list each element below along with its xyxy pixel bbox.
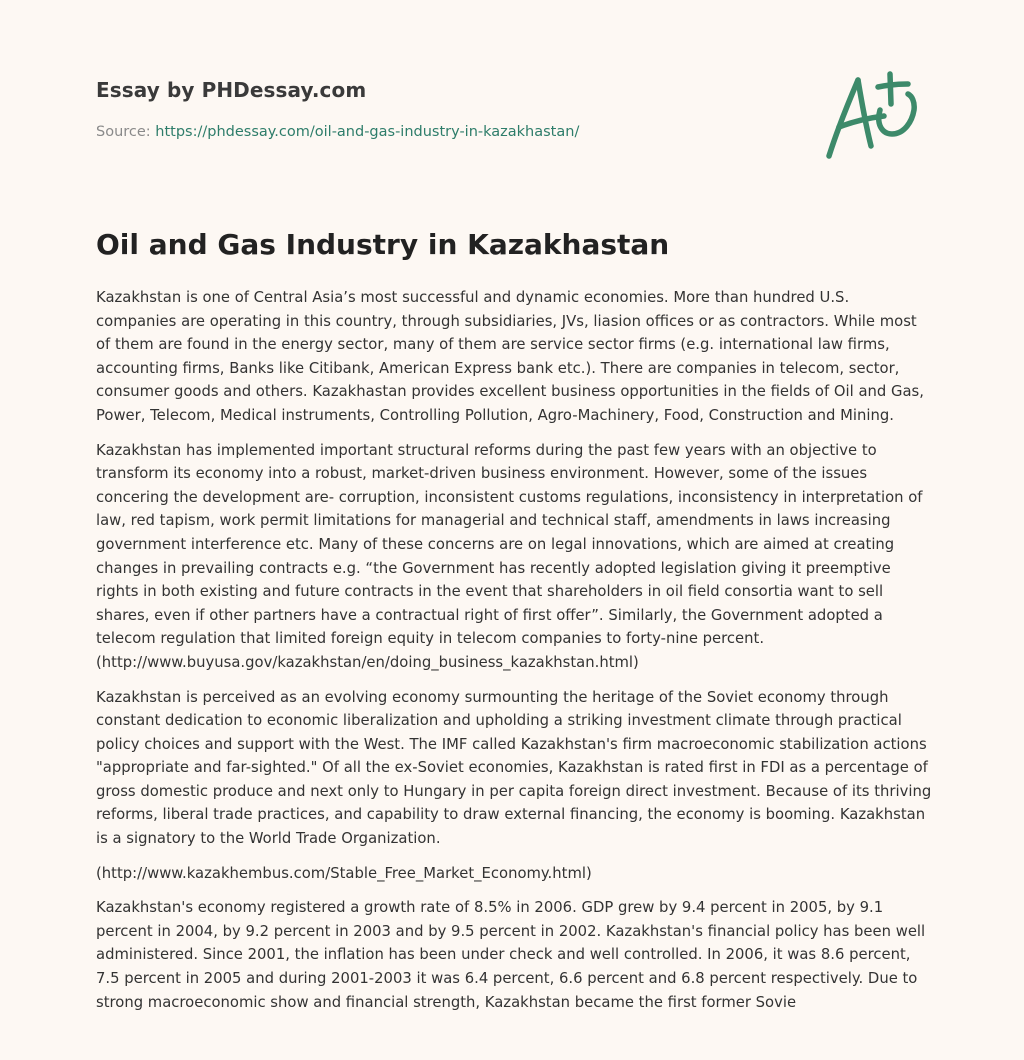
essay-title: Oil and Gas Industry in Kazakhastan	[96, 228, 670, 261]
essay-paragraph: Kazakhstan is one of Central Asia’s most successful and dynamic economies. More than hundred U.S. companies are operating in this country, through subsidiaries, JVs, liasion offices or as contractors. While most of them are found in the energy sector, many of them are service sector firms (e.g. international law firms, accounting firms, Banks like Citibank, American Express bank etc.). There are companies in telecom, sector, consumer goods and others. Kazakhastan provides excellent business opportunities in the fields of Oil and Gas, Power, Telecom, Medical instruments, Controlling Pollution, Agro-Machinery, Food, Construction and Mining.	[96, 289, 924, 424]
essay-body	[96, 286, 932, 1025]
essay-paragraph: Kazakhstan's economy registered a growth rate of 8.5% in 2006. GDP grew by 9.4 percent in 2005, by 9.1 percent in 2004, by 9.2 percent in 2003 and by 9.5 percent in 2002. Kazakhstan's financial policy has been well administered. Since 2001, the inflation has been under check and well controlled. In 2006, it was 8.6 percent, 7.5 percent in 2005 and during 2001-2003 it was 6.4 percent, 6.6 percent and 6.8 percent respectively. Due to strong macroeconomic show and financial strength, Kazakhstan became the first former Sovie	[96, 899, 926, 1011]
a-plus-grade-icon	[822, 68, 926, 164]
source-link[interactable]: https://phdessay.com/oil-and-gas-industry-in-kazakhastan/	[155, 124, 580, 140]
source-label: Source:	[96, 124, 151, 140]
essay-paragraph: Kazakhstan has implemented important structural reforms during the past few years with an objective to transform its economy into a robust, market-driven business environment. However, some of the issues concering the development are- corruption, inconsistent customs regulations, inconsistency in interpretation of law, red tapism, work permit limitations for managerial and technical staff, amendments in laws increasing government interference etc. Many of these concerns are on legal innovations, which are aimed at creating changes in prevailing contracts e.g. “the Government has recently adopted legislation giving it preemptive rights in both existing and future contracts in the event that shareholders in oil field consortia want to sell shares, even if other partners have a contractual right of first offer”. Similarly, the Government adopted a telecom regulation that limited foreign equity in telecom companies to forty-nine percent. (http://www.buyusa.gov/kazakhstan/en/doing_business_kazakhstan.html)	[96, 441, 923, 671]
essay-paragraph: Kazakhstan is perceived as an evolving economy surmounting the heritage of the Soviet economy through constant dedication to economic liberalization and upholding a striking investment climate through practical policy choices and support with the West. The IMF called Kazakhstan's firm macroeconomic stabilization actions "appropriate and far-sighted." Of all the ex-Soviet economies, Kazakhstan is rated first in FDI as a percentage of gross domestic produce and next only to Hungary in per capita foreign direct investment. Because of its thriving reforms, liberal trade practices, and capability to draw external financing, the economy is booming. Kazakhstan is a signatory to the World Trade Organization.	[96, 688, 932, 848]
source-line	[96, 124, 579, 140]
essay-paragraph: (http://www.kazakhembus.com/Stable_Free_Market_Economy.html)	[96, 864, 592, 882]
site-title: Essay by PHDessay.com	[96, 78, 367, 102]
